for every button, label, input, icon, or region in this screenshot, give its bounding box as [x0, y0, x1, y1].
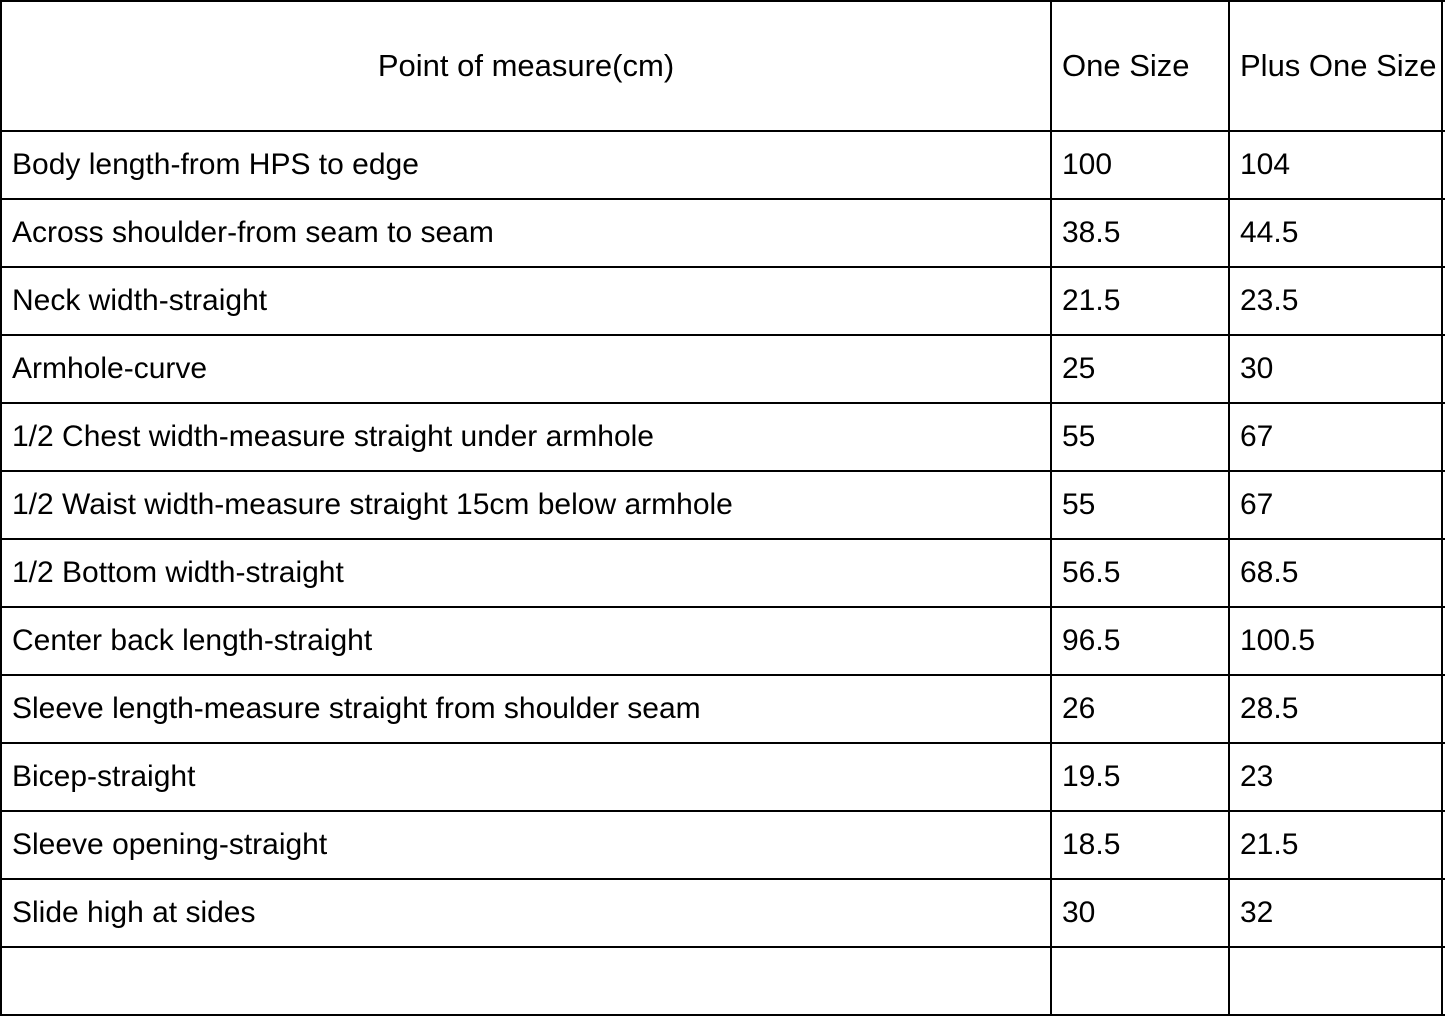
table-row	[1, 607, 1445, 675]
table-row	[1, 947, 1445, 1015]
measure-label: Sleeve opening-straight	[1, 811, 1051, 879]
column-header-one-size: One Size	[1051, 1, 1229, 131]
measure-label: Sleeve length-measure straight from shoulder seam	[1, 675, 1051, 743]
plus-one-size-value: 21.5	[1229, 811, 1442, 879]
one-size-value: 19.5	[1051, 743, 1229, 811]
plus-one-size-value: 32	[1229, 879, 1442, 947]
one-size-value: 96.5	[1051, 607, 1229, 675]
table-row	[1, 199, 1445, 267]
one-size-value: 56.5	[1051, 539, 1229, 607]
one-size-value: 21.5	[1051, 267, 1229, 335]
measure-label: Center back length-straight	[1, 607, 1051, 675]
table-row	[1, 675, 1445, 743]
table-row	[1, 811, 1445, 879]
measure-label: Neck width-straight	[1, 267, 1051, 335]
one-size-value: 38.5	[1051, 199, 1229, 267]
column-header-point-of-measure: Point of measure(cm)	[1, 1, 1051, 131]
table-row	[1, 131, 1445, 199]
plus-one-size-value: 28.5	[1229, 675, 1442, 743]
measure-label: 1/2 Bottom width-straight	[1, 539, 1051, 607]
measure-label	[1, 947, 1051, 1015]
table-row	[1, 743, 1445, 811]
table-row	[1, 403, 1445, 471]
measure-label: Body length-from HPS to edge	[1, 131, 1051, 199]
plus-one-size-value: 23.5	[1229, 267, 1442, 335]
one-size-value: 18.5	[1051, 811, 1229, 879]
plus-one-size-value: 67	[1229, 471, 1442, 539]
table-body	[1, 1, 1445, 1015]
table-row	[1, 267, 1445, 335]
one-size-value: 55	[1051, 471, 1229, 539]
measure-label: 1/2 Chest width-measure straight under armhole	[1, 403, 1051, 471]
plus-one-size-value: 100.5	[1229, 607, 1442, 675]
table-header-row	[1, 1, 1445, 131]
one-size-value: 30	[1051, 879, 1229, 947]
plus-one-size-value: 68.5	[1229, 539, 1442, 607]
plus-one-size-value: 23	[1229, 743, 1442, 811]
measure-label: Across shoulder-from seam to seam	[1, 199, 1051, 267]
table-row	[1, 879, 1445, 947]
measure-label: Slide high at sides	[1, 879, 1051, 947]
plus-one-size-value: 104	[1229, 131, 1442, 199]
one-size-value: 100	[1051, 131, 1229, 199]
plus-one-size-value: 44.5	[1229, 199, 1442, 267]
measure-label: Armhole-curve	[1, 335, 1051, 403]
table-row	[1, 335, 1445, 403]
plus-one-size-value: 67	[1229, 403, 1442, 471]
plus-one-size-value	[1229, 947, 1442, 1015]
one-size-value	[1051, 947, 1229, 1015]
measure-label: 1/2 Waist width-measure straight 15cm below armhole	[1, 471, 1051, 539]
measure-label: Bicep-straight	[1, 743, 1051, 811]
one-size-value: 26	[1051, 675, 1229, 743]
table-row	[1, 471, 1445, 539]
one-size-value: 25	[1051, 335, 1229, 403]
table-row	[1, 539, 1445, 607]
plus-one-size-value: 30	[1229, 335, 1442, 403]
one-size-value: 55	[1051, 403, 1229, 471]
column-header-plus-one-size: Plus One Size	[1229, 1, 1442, 131]
